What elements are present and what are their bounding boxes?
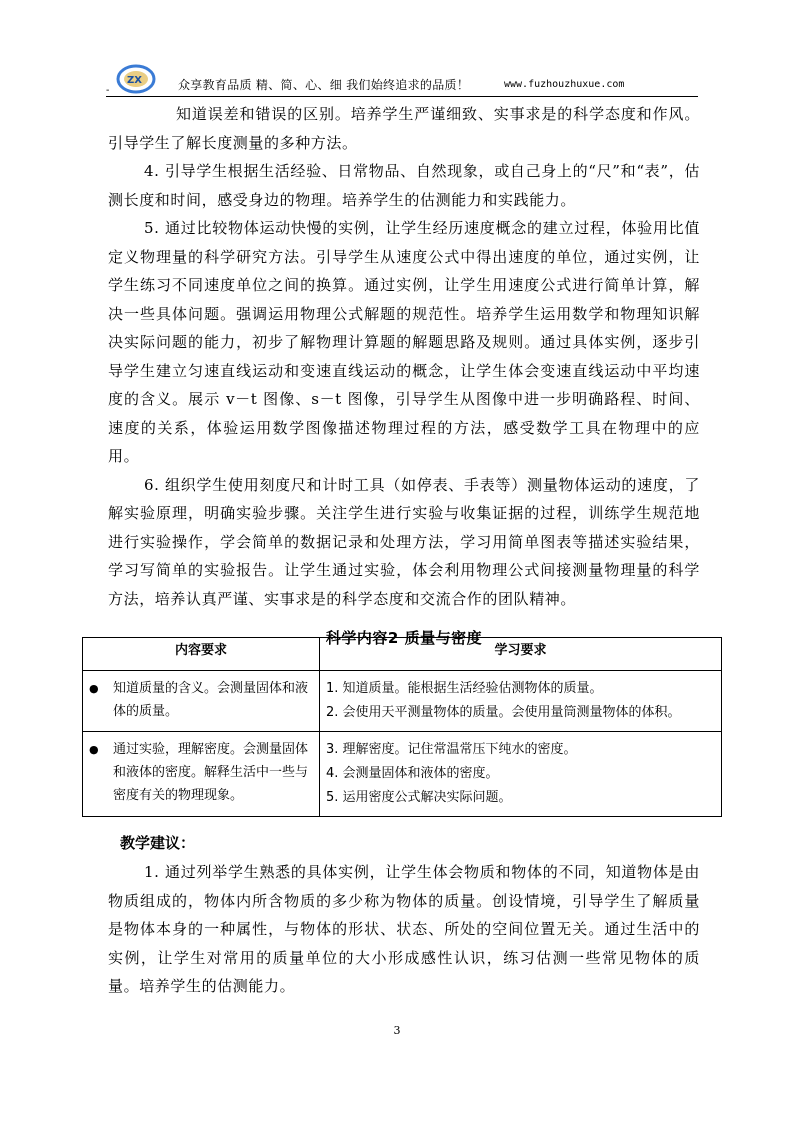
page-header bbox=[106, 64, 698, 98]
content-text: 知道质量的含义。会测量固体和液体的质量。 bbox=[113, 681, 309, 719]
table-row bbox=[83, 671, 722, 732]
body-text-bottom bbox=[108, 858, 700, 1001]
page-number: 3 bbox=[393, 1024, 401, 1037]
section-title: 科学内容2 质量与密度 bbox=[325, 629, 483, 647]
paragraph: 6. 组织学生使用刻度尺和计时工具（如停表、手表等）测量物体运动的速度，了解实验原理，明确实验步骤。关注学生进行实验与收集证据的过程，训练学生规范地进行实验操作，学会简单的数据记录和处理方法，学习用简单图表等描述实验结果，学习写简单的实验报告。让学生通过实验，体会利用物理公式间接测量物理量的科学方法，培养认真严谨、实事求是的科学态度和交流合作的团队精神。 bbox=[108, 475, 700, 608]
table-header-row bbox=[83, 638, 722, 671]
header-dash: - bbox=[106, 85, 110, 96]
paragraph: 知道误差和错误的区别。培养学生严谨细致、实事求是的科学态度和作风。引导学生了解长度测量的多种方法。 bbox=[108, 105, 700, 152]
content-cell bbox=[83, 732, 320, 817]
list-item: 5. 运用密度公式解决实际问题。 bbox=[326, 790, 512, 805]
paragraph: 1. 通过列举学生熟悉的具体实例，让学生体会物质和物体的不同，知道物体是由物质组成的，物体内所含物质的多少称为物体的质量。创设情境，引导学生了解质量是物体本身的一种属性，与物体的形状、状态、所处的空间位置无关。通过生活中的实例，让学生对常用的质量单位的大小形成感性认识，练习估测一些常见物体的质量。培养学生的估测能力。 bbox=[108, 863, 700, 995]
content-cell bbox=[83, 671, 320, 732]
body-text-top bbox=[108, 100, 700, 664]
requirements-table bbox=[82, 637, 722, 817]
bullet-icon: ● bbox=[89, 743, 99, 756]
table-row bbox=[83, 732, 722, 817]
zx-logo-icon bbox=[116, 64, 156, 94]
table-header-content: 内容要求 bbox=[83, 638, 320, 671]
table-header-learning: 学习要求 bbox=[320, 638, 722, 671]
header-slogan: 众享教育品质 精、简、心、细 我们始终追求的品质！ bbox=[178, 78, 470, 92]
header-url: www.fuzhouzhuxue.com bbox=[504, 79, 625, 90]
learning-cell bbox=[320, 732, 722, 817]
content-text: 通过实验，理解密度。会测量固体和液体的密度。解释生活中一些与密度有关的物理现象。 bbox=[113, 742, 309, 803]
header-rule bbox=[106, 96, 698, 97]
bullet-icon: ● bbox=[89, 682, 99, 695]
list-item: 4. 会测量固体和液体的密度。 bbox=[326, 766, 499, 781]
svg-text:ZX: ZX bbox=[127, 75, 142, 86]
list-item: 3. 理解密度。记住常温常压下纯水的密度。 bbox=[326, 742, 577, 757]
list-item: 2. 会使用天平测量物体的质量。会使用量筒测量物体的体积。 bbox=[326, 705, 681, 720]
teaching-title: 教学建议： bbox=[120, 834, 196, 852]
list-item: 1. 知道质量。能根据生活经验估测物体的质量。 bbox=[326, 681, 603, 696]
paragraph: 4. 引导学生根据生活经验、日常物品、自然现象，或自己身上的“尺”和“表”，估测长度和时间，感受身边的物理。培养学生的估测能力和实践能力。 bbox=[108, 162, 700, 209]
paragraph: 5. 通过比较物体运动快慢的实例，让学生经历速度概念的建立过程，体验用比值定义物理量的科学研究方法。引导学生从速度公式中得出速度的单位，通过实例，让学生练习不同速度单位之间的换算。通过实例，让学生用速度公式进行简单计算，解决一些具体问题。强调运用物理公式解题的规范性。培养学生运用数学和物理知识解决实际问题的能力，初步了解物理计算题的解题思路及规则。通过具体实例，逐步引导学生建立匀速直线运动和变速直线运动的概念，让学生体会变速直线运动中平均速度的含义。展示 v－t 图像、s－t 图像，引导学生从图像中进一步明确路程、时间、速度的关系，体验运用数学图像描述物理过程的方法，感受数学工具在物理中的应用。 bbox=[108, 219, 700, 465]
learning-cell bbox=[320, 671, 722, 732]
